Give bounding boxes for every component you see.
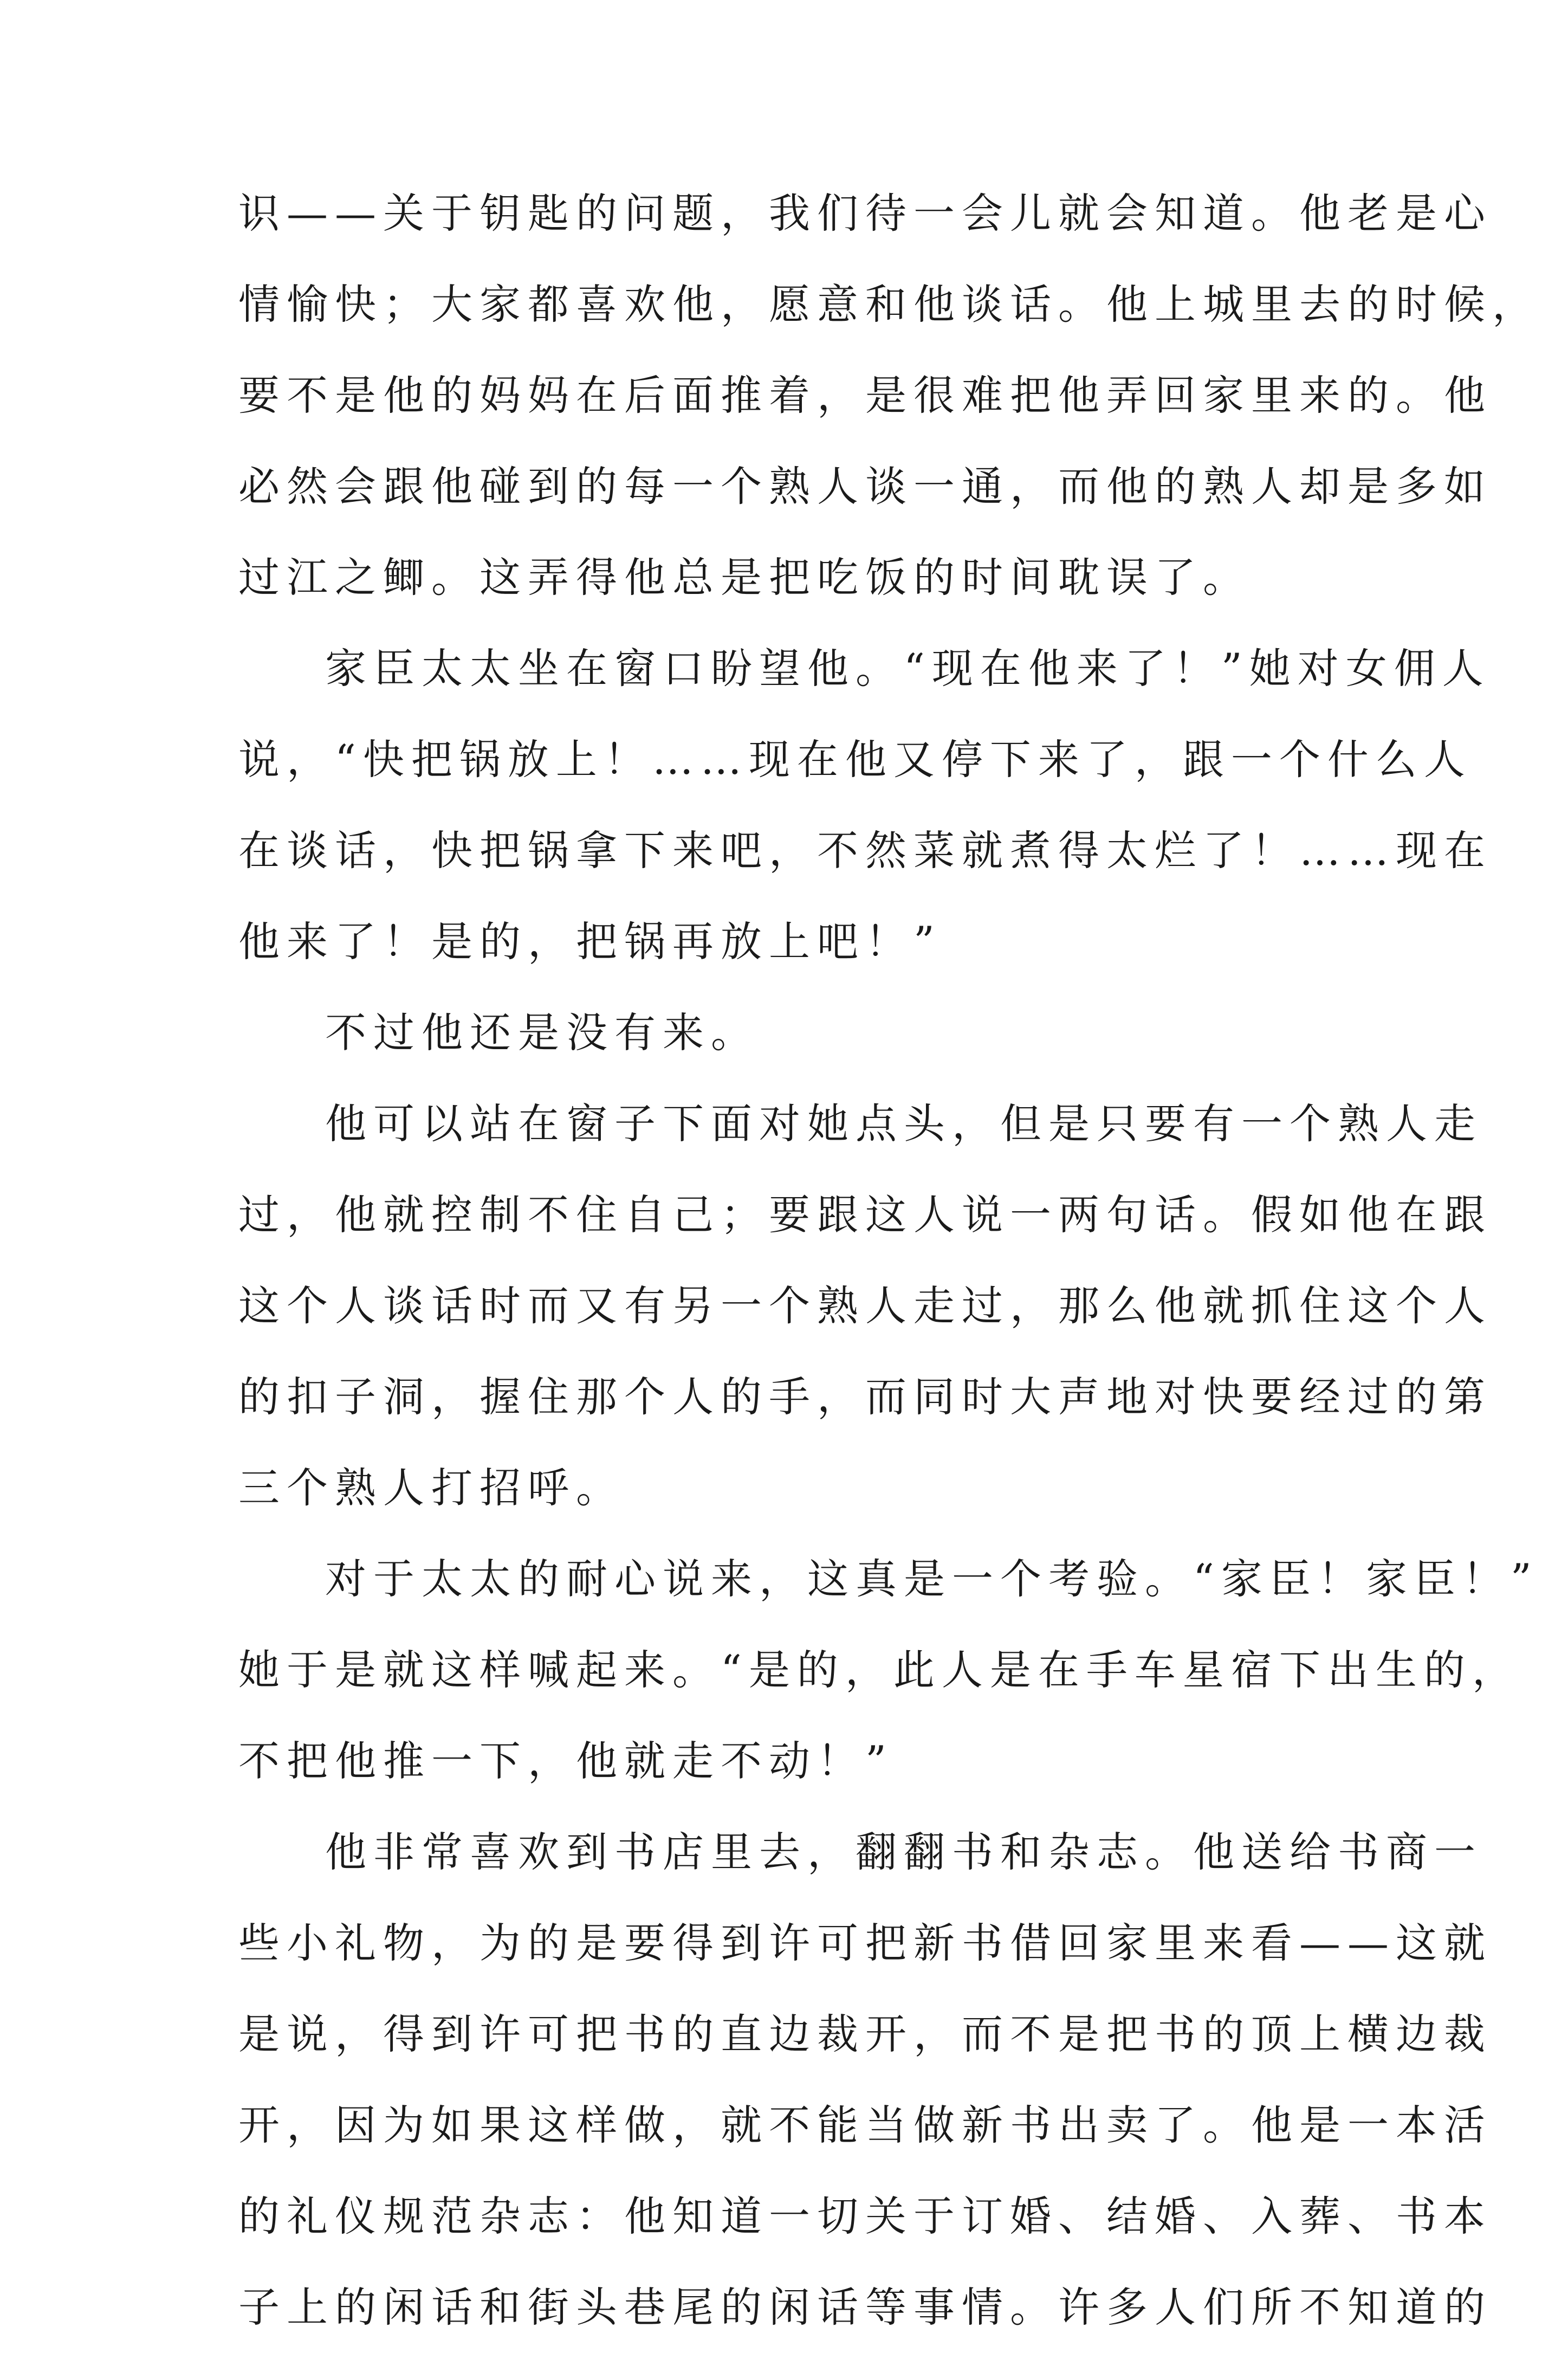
text-line: 不把他推一下，他就走不动！” — [238, 1737, 893, 1785]
text-line: 要不是他的妈妈在后面推着，是很难把他弄回家里来的。他 — [238, 371, 1492, 419]
body-text — [238, 168, 1540, 2353]
text-line: 在谈话，快把锅拿下来吧，不然菜就煮得太烂了！……现在 — [238, 826, 1492, 875]
text-line: 的扣子洞，握住那个人的手，而同时大声地对快要经过的第 — [238, 1373, 1492, 1421]
text-line: 这个人谈话时而又有另一个熟人走过，那么他就抓住这个人 — [238, 1282, 1492, 1330]
text-line: 情愉快；大家都喜欢他，愿意和他谈话。他上城里去的时候， — [238, 280, 1540, 328]
text-line: 过江之鲫。这弄得他总是把吃饭的时间耽误了。 — [238, 553, 1251, 602]
text-line: 开，因为如果这样做，就不能当做新书出卖了。他是一本活 — [238, 2101, 1492, 2149]
text-line: 些小礼物，为的是要得到许可把新书借回家里来看——这就 — [238, 1919, 1492, 1967]
text-line: 过，他就控制不住自己；要跟这人说一两句话。假如他在跟 — [238, 1191, 1492, 1239]
paragraph-first-line: 不过他还是没有来。 — [325, 1009, 759, 1057]
text-line: 说，“快把锅放上！……现在他又停下来了，跟一个什么人 — [238, 735, 1472, 784]
text-line: 子上的闲话和街头巷尾的闲话等事情。许多人们所不知道的 — [238, 2283, 1492, 2331]
paragraph-first-line: 对于太太的耐心说来，这真是一个考验。“家臣！家臣！” — [325, 1555, 1539, 1603]
text-line: 的礼仪规范杂志：他知道一切关于订婚、结婚、入葬、书本 — [238, 2192, 1492, 2240]
text-line: 他来了！是的，把锅再放上吧！” — [238, 917, 942, 966]
text-line: 三个熟人打招呼。 — [238, 1464, 624, 1512]
text-line: 她于是就这样喊起来。“是的，此人是在手车星宿下出生的， — [238, 1646, 1520, 1694]
text-line: 识——关于钥匙的问题，我们待一会儿就会知道。他老是心 — [238, 189, 1492, 237]
text-line: 是说，得到许可把书的直边裁开，而不是把书的顶上横边裁 — [238, 2010, 1492, 2058]
paragraph-first-line: 他可以站在窗子下面对她点头，但是只要有一个熟人走 — [325, 1100, 1482, 1148]
paragraph-first-line: 家臣太太坐在窗口盼望他。“现在他来了！”她对女佣人 — [325, 644, 1491, 693]
text-line: 必然会跟他碰到的每一个熟人谈一通，而他的熟人却是多如 — [238, 462, 1492, 510]
paragraph-first-line: 他非常喜欢到书店里去，翻翻书和杂志。他送给书商一 — [325, 1828, 1482, 1876]
